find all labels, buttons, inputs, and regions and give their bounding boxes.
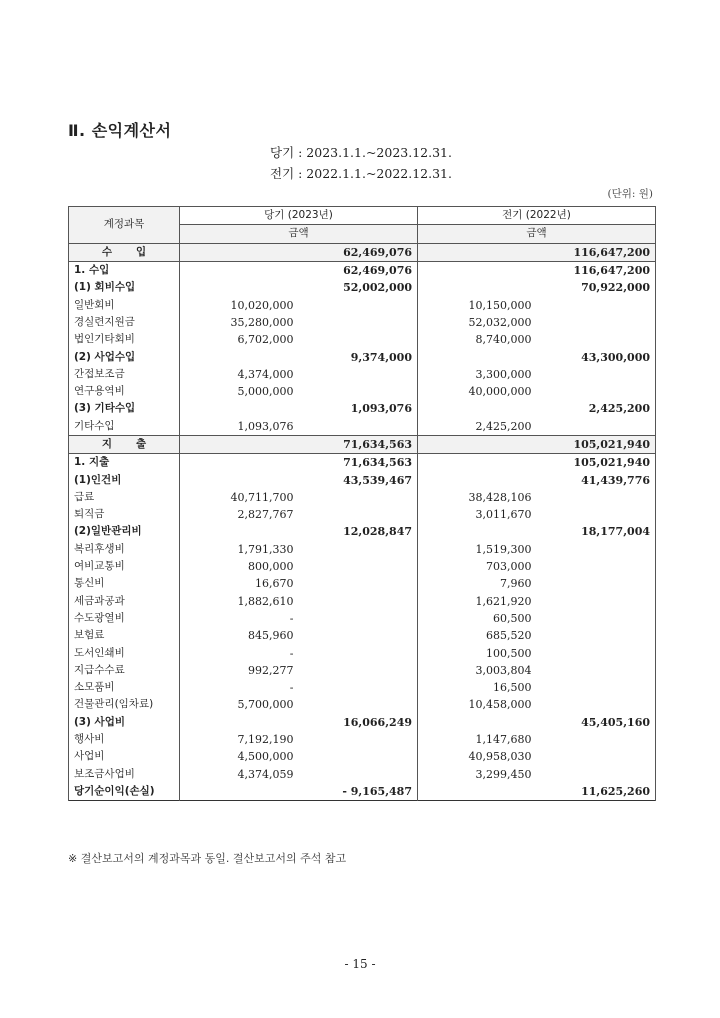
account-cell: 1. 지출 <box>69 454 180 472</box>
previous-sub-amount <box>418 261 537 279</box>
previous-sub-amount: 10,458,000 <box>468 698 532 712</box>
previous-total-amount <box>537 644 656 661</box>
table-row <box>69 331 656 348</box>
header-current-amount: 금액 <box>180 225 418 243</box>
previous-total-amount <box>537 696 656 713</box>
current-total-amount <box>299 575 418 592</box>
account-cell: 1. 수입 <box>69 261 180 279</box>
table-row <box>69 523 656 540</box>
account-cell: 수도광열비 <box>69 610 180 627</box>
previous-total-amount <box>537 314 656 331</box>
header-account: 계정과목 <box>69 207 180 244</box>
section-title: Ⅱ. 손익계산서 <box>68 121 172 140</box>
previous-sub-amount: 1,147,680 <box>475 733 532 747</box>
current-total-amount <box>299 383 418 400</box>
current-total-amount <box>299 696 418 713</box>
account-cell: 사업비 <box>69 748 180 765</box>
previous-total-amount: 105,021,940 <box>537 454 656 472</box>
table-body <box>69 243 656 801</box>
previous-sub-amount: 3,299,450 <box>475 767 532 781</box>
account-cell: 간접보조금 <box>69 366 180 383</box>
account-cell: 세금과공과 <box>69 593 180 610</box>
table-row <box>69 348 656 365</box>
previous-total-amount: 116,647,200 <box>537 243 656 261</box>
previous-sub-amount: 1,621,920 <box>475 594 532 608</box>
previous-sub-amount <box>418 243 537 261</box>
account-cell: 경실련지원금 <box>69 314 180 331</box>
previous-total-amount <box>537 679 656 696</box>
previous-total-amount <box>537 627 656 644</box>
previous-total-amount: 2,425,200 <box>537 400 656 417</box>
current-total-amount <box>299 331 418 348</box>
table-row <box>69 696 656 713</box>
table-row <box>69 366 656 383</box>
table-row <box>69 575 656 592</box>
current-total-amount: 9,374,000 <box>299 348 418 365</box>
account-cell: (2)일반관리비 <box>69 523 180 540</box>
table-row <box>69 593 656 610</box>
previous-total-amount <box>537 418 656 436</box>
previous-sub-amount <box>418 523 537 540</box>
previous-total-amount: 105,021,940 <box>537 435 656 453</box>
table-row <box>69 489 656 506</box>
previous-total-amount <box>537 383 656 400</box>
current-total-amount: 43,539,467 <box>299 471 418 488</box>
current-sub-amount: 7,192,190 <box>237 733 294 747</box>
current-sub-amount: 16,670 <box>255 577 294 591</box>
account-cell: (1) 회비수입 <box>69 279 180 296</box>
current-sub-amount: 5,700,000 <box>237 698 294 712</box>
table-row <box>69 610 656 627</box>
current-sub-amount: 1,791,330 <box>237 542 294 556</box>
current-sub-amount: 800,000 <box>248 560 294 574</box>
current-sub-amount: 35,280,000 <box>230 315 294 329</box>
income-statement-table <box>68 206 656 801</box>
previous-total-amount: 41,439,776 <box>537 471 656 488</box>
account-cell: 급료 <box>69 489 180 506</box>
period-current: 당기 : 2023.1.1.~2023.12.31. <box>270 145 452 160</box>
previous-total-amount <box>537 331 656 348</box>
header-previous-period: 전기 (2022년) <box>418 207 656 225</box>
current-total-amount: 62,469,076 <box>299 243 418 261</box>
current-sub-amount <box>180 279 299 296</box>
previous-sub-amount <box>418 435 537 453</box>
current-total-amount <box>299 558 418 575</box>
previous-total-amount <box>537 662 656 679</box>
table-row <box>69 261 656 279</box>
account-cell: 지급수수료 <box>69 662 180 679</box>
account-cell: 당기순이익(손실) <box>69 783 180 801</box>
account-cell: 도서인쇄비 <box>69 644 180 661</box>
current-sub-amount: 992,277 <box>248 663 294 677</box>
current-total-amount <box>299 506 418 523</box>
current-sub-amount: 5,000,000 <box>237 385 294 399</box>
current-total-amount: 16,066,249 <box>299 714 418 731</box>
previous-sub-amount <box>418 279 537 296</box>
table-row <box>69 627 656 644</box>
table-row <box>69 418 656 436</box>
account-cell: 기타수입 <box>69 418 180 436</box>
current-sub-amount <box>180 435 299 453</box>
current-sub-amount <box>180 471 299 488</box>
previous-sub-amount: 685,520 <box>486 629 532 643</box>
current-sub-amount: 845,960 <box>248 629 294 643</box>
current-sub-amount <box>180 261 299 279</box>
account-cell: (3) 기타수입 <box>69 400 180 417</box>
previous-total-amount <box>537 731 656 748</box>
table-row <box>69 296 656 313</box>
current-sub-amount: 6,702,000 <box>237 333 294 347</box>
current-total-amount <box>299 593 418 610</box>
table-row <box>69 314 656 331</box>
section-row <box>69 435 656 453</box>
current-sub-amount: 1,093,076 <box>237 419 294 433</box>
previous-total-amount <box>537 593 656 610</box>
previous-total-amount <box>537 610 656 627</box>
table-row <box>69 506 656 523</box>
current-sub-amount <box>180 714 299 731</box>
current-sub-amount: 2,827,767 <box>237 508 294 522</box>
previous-sub-amount: 2,425,200 <box>475 419 532 433</box>
period-previous: 전기 : 2022.1.1.~2022.12.31. <box>270 166 452 181</box>
page-number: - 15 - <box>344 957 376 971</box>
previous-total-amount <box>537 575 656 592</box>
table-row <box>69 766 656 783</box>
account-cell: 보조금사업비 <box>69 766 180 783</box>
current-sub-amount <box>180 348 299 365</box>
account-cell: (2) 사업수입 <box>69 348 180 365</box>
current-sub-amount <box>180 454 299 472</box>
previous-sub-amount: 60,500 <box>493 611 532 625</box>
account-cell: 통신비 <box>69 575 180 592</box>
current-total-amount: 52,002,000 <box>299 279 418 296</box>
current-sub-amount <box>180 523 299 540</box>
account-cell: 법인기타회비 <box>69 331 180 348</box>
account-cell: 행사비 <box>69 731 180 748</box>
current-sub-amount <box>180 400 299 417</box>
table-row <box>69 662 656 679</box>
current-sub-amount: 40,711,700 <box>230 490 294 504</box>
table-row <box>69 383 656 400</box>
previous-sub-amount: 3,003,804 <box>475 663 532 677</box>
section-row <box>69 243 656 261</box>
current-total-amount <box>299 748 418 765</box>
account-cell: 수입 <box>69 243 180 261</box>
current-sub-amount: 4,374,000 <box>237 367 294 381</box>
previous-sub-amount: 40,958,030 <box>468 750 532 764</box>
account-cell: 소모품비 <box>69 679 180 696</box>
current-total-amount <box>299 489 418 506</box>
current-total-amount <box>299 541 418 558</box>
previous-total-amount <box>537 506 656 523</box>
previous-sub-amount: 16,500 <box>493 681 532 695</box>
previous-sub-amount: 1,519,300 <box>475 542 532 556</box>
current-sub-amount: 1,882,610 <box>237 594 294 608</box>
previous-sub-amount: 52,032,000 <box>468 315 532 329</box>
previous-total-amount <box>537 766 656 783</box>
previous-sub-amount <box>418 471 537 488</box>
previous-sub-amount <box>418 348 537 365</box>
account-cell: (3) 사업비 <box>69 714 180 731</box>
current-total-amount: - 9,165,487 <box>299 783 418 801</box>
current-total-amount <box>299 679 418 696</box>
table-row <box>69 400 656 417</box>
current-sub-amount: - <box>289 681 294 695</box>
table-row <box>69 748 656 765</box>
previous-total-amount: 45,405,160 <box>537 714 656 731</box>
previous-sub-amount <box>418 783 537 801</box>
account-cell: 지출 <box>69 435 180 453</box>
table-row <box>69 714 656 731</box>
table-row <box>69 541 656 558</box>
current-sub-amount: - <box>289 646 294 660</box>
current-sub-amount: - <box>289 611 294 625</box>
table-row <box>69 679 656 696</box>
previous-total-amount: 116,647,200 <box>537 261 656 279</box>
table-row <box>69 471 656 488</box>
previous-sub-amount: 100,500 <box>486 646 532 660</box>
current-total-amount <box>299 418 418 436</box>
current-total-amount <box>299 731 418 748</box>
header-previous-amount: 금액 <box>418 225 656 243</box>
current-sub-amount: 10,020,000 <box>230 298 294 312</box>
previous-sub-amount: 7,960 <box>500 577 532 591</box>
account-cell: 연구용역비 <box>69 383 180 400</box>
previous-sub-amount <box>418 454 537 472</box>
previous-total-amount: 70,922,000 <box>537 279 656 296</box>
previous-total-amount: 11,625,260 <box>537 783 656 801</box>
current-total-amount: 71,634,563 <box>299 435 418 453</box>
previous-sub-amount: 703,000 <box>486 560 532 574</box>
current-total-amount: 62,469,076 <box>299 261 418 279</box>
account-cell: 건물관리(임차료) <box>69 696 180 713</box>
current-total-amount: 71,634,563 <box>299 454 418 472</box>
previous-total-amount: 43,300,000 <box>537 348 656 365</box>
account-cell: 일반회비 <box>69 296 180 313</box>
current-total-amount <box>299 610 418 627</box>
previous-sub-amount: 40,000,000 <box>468 385 532 399</box>
current-total-amount <box>299 314 418 331</box>
account-cell: 퇴직금 <box>69 506 180 523</box>
current-total-amount: 12,028,847 <box>299 523 418 540</box>
current-sub-amount <box>180 783 299 801</box>
previous-total-amount <box>537 366 656 383</box>
account-cell: 여비교통비 <box>69 558 180 575</box>
current-sub-amount: 4,500,000 <box>237 750 294 764</box>
current-total-amount <box>299 366 418 383</box>
previous-sub-amount: 38,428,106 <box>468 490 532 504</box>
table-row <box>69 454 656 472</box>
table-row <box>69 558 656 575</box>
previous-sub-amount <box>418 714 537 731</box>
previous-sub-amount: 10,150,000 <box>468 298 532 312</box>
previous-total-amount <box>537 748 656 765</box>
previous-total-amount <box>537 489 656 506</box>
header-current-period: 당기 (2023년) <box>180 207 418 225</box>
previous-sub-amount: 3,300,000 <box>475 367 532 381</box>
previous-sub-amount <box>418 400 537 417</box>
footnote: ※ 결산보고서의 계정과목과 동일. 결산보고서의 주석 참고 <box>68 852 347 865</box>
current-sub-amount: 4,374,059 <box>237 767 294 781</box>
current-total-amount: 1,093,076 <box>299 400 418 417</box>
unit-label: (단위: 원) <box>607 188 653 200</box>
current-total-amount <box>299 766 418 783</box>
current-total-amount <box>299 644 418 661</box>
previous-total-amount: 18,177,004 <box>537 523 656 540</box>
table-row <box>69 783 656 801</box>
table-row <box>69 731 656 748</box>
previous-total-amount <box>537 296 656 313</box>
previous-sub-amount: 3,011,670 <box>475 508 532 522</box>
account-cell: 복리후생비 <box>69 541 180 558</box>
previous-total-amount <box>537 558 656 575</box>
previous-sub-amount: 8,740,000 <box>475 333 532 347</box>
table-row <box>69 279 656 296</box>
current-total-amount <box>299 296 418 313</box>
previous-total-amount <box>537 541 656 558</box>
account-cell: 보험료 <box>69 627 180 644</box>
account-cell: (1)인건비 <box>69 471 180 488</box>
current-total-amount <box>299 662 418 679</box>
current-sub-amount <box>180 243 299 261</box>
current-total-amount <box>299 627 418 644</box>
table-row <box>69 644 656 661</box>
